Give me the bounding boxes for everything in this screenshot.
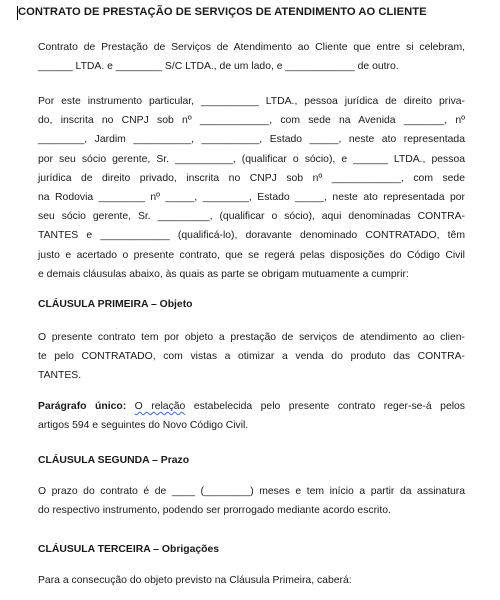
intro-line: Contrato de Prestação de Serviços de Atendimento ao Cliente que entre si celebram,	[38, 42, 465, 53]
parties-line: seu sócio gerente, Sr. _________, (qualificar o sócio), aqui denominadas CONTRA-	[38, 211, 465, 223]
paragraph-unico-label: Parágrafo único:	[38, 401, 127, 412]
parties-line: ________, Jardim __________, __________, Estado _____, neste ato representada	[38, 134, 465, 146]
parties-line: jurídica de direito privado, inscrita no CNPJ sob nº ____________, com sede	[38, 172, 465, 184]
spellcheck-flagged-text[interactable]: O relação	[134, 401, 186, 412]
parties-line: por seu sócio gerente, Sr. __________, (qualificar o sócio), e ______ LTDA., pessoa	[38, 153, 465, 165]
paragraph-unico	[38, 397, 465, 435]
paragraph-unico-line	[38, 397, 465, 416]
parties-line: Por este instrumento particular, __________ LTDA., pessoa jurídica de direito priva-	[38, 96, 465, 107]
parties-line: na Rodovia ________ nº _____, ________, Estado _____, neste ato representada por	[38, 191, 465, 203]
clause1-line: te pelo CONTRATADO, com vistas a otimizar a venda do produto das CONTRA-	[38, 351, 465, 363]
parties-line: TANTES e ____________ (qualificá-lo), doravante denominado CONTRATADO, têm	[38, 230, 465, 242]
parties-line: e demais cláusulas abaixo, às quais as parte se obrigam mutuamente a cumprir:	[38, 268, 409, 280]
intro-line: ______ LTDA. e ________ S/C LTDA., de um lado, e ____________ de outro.	[38, 61, 399, 73]
clause2-heading: CLÁUSULA SEGUNDA – Prazo	[38, 455, 190, 466]
clause1-line: TANTES.	[38, 370, 82, 382]
parties-paragraph	[38, 92, 465, 284]
clause2-line: do respectivo instrumento, podendo ser prorrogado mediante acordo escrito.	[38, 505, 391, 517]
parties-line: justo e acertado o presente contrato, que se regerá pelas disposições do Código Civil	[38, 249, 465, 261]
clause3-line: Para a consecução do objeto previsto na Cláusula Primeira, caberá:	[38, 575, 352, 586]
intro-paragraph	[38, 38, 465, 76]
clause1-paragraph	[38, 328, 465, 386]
clause1-line: O presente contrato tem por objeto a prestação de serviços de atendimento ao clien-	[38, 332, 465, 343]
clause3-paragraph	[38, 571, 465, 590]
clause2-line: O prazo do contrato é de ____ (________) meses e tem início a partir da assinatura	[38, 486, 465, 497]
document-title: CONTRATO DE PRESTAÇÃO DE SERVIÇOS DE ATENDIMENTO AO CLIENTE	[18, 6, 427, 18]
clause2-paragraph	[38, 482, 465, 520]
clause1-heading: CLÁUSULA PRIMEIRA – Objeto	[38, 299, 193, 310]
clause3-heading: CLÁUSULA TERCEIRA – Obrigações	[38, 544, 220, 555]
paragraph-unico-text: estabelecida pelo presente contrato reger-se-á pelos	[185, 401, 466, 412]
parties-line: do, inscrita no CNPJ sob nº ____________, com sede na Avenida _______, nº	[38, 115, 465, 127]
paragraph-unico-line: artigos 594 e seguintes do Novo Código Civil.	[38, 420, 249, 432]
